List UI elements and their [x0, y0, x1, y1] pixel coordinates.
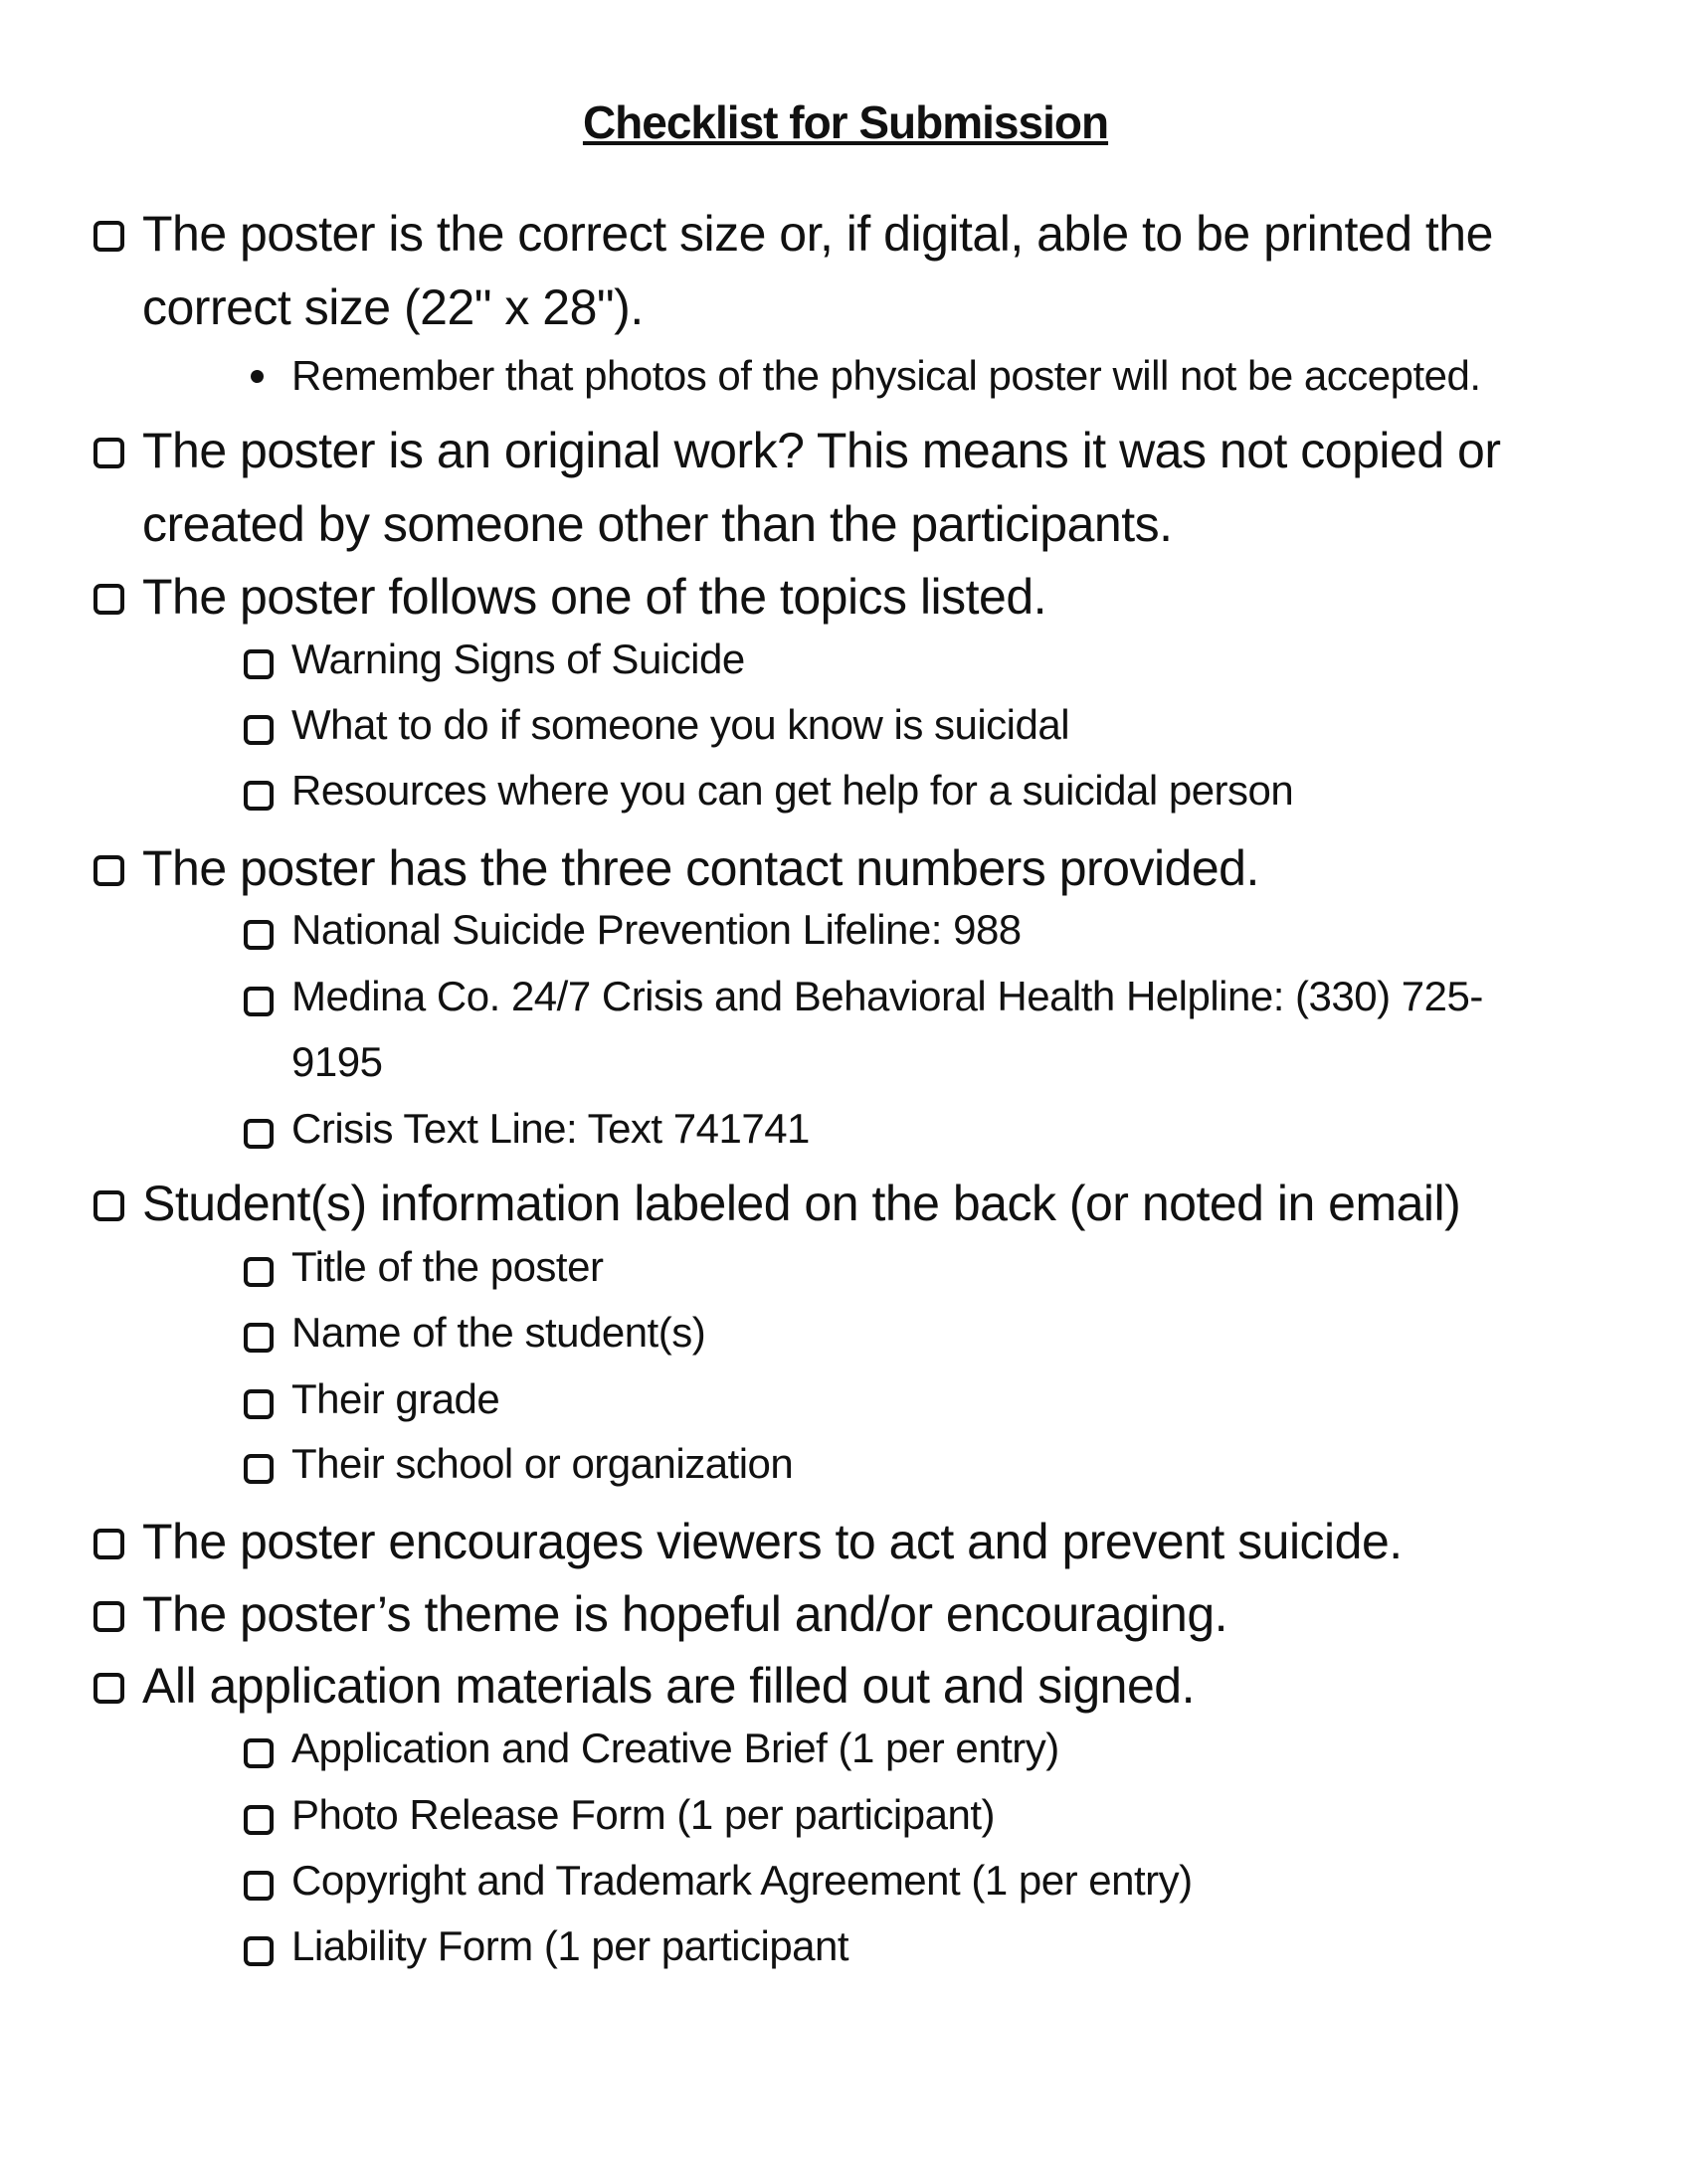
checkbox-application-materials[interactable] — [94, 1673, 124, 1704]
note-photos-not-accepted: Remember that photos of the physical poster will not be accepted. — [291, 352, 1481, 399]
checkbox-student-info[interactable] — [94, 1190, 124, 1221]
checkbox-creative-brief[interactable] — [244, 1738, 274, 1768]
checkbox-resources[interactable] — [244, 781, 274, 811]
checkbox-poster-size[interactable] — [94, 221, 124, 252]
item-original-work-line2: created by someone other than the participants. — [142, 496, 1173, 552]
sub-crisis-text: Crisis Text Line: Text 741741 — [291, 1105, 810, 1152]
item-contact-numbers: The poster has the three contact numbers provided. — [142, 840, 1259, 896]
checkbox-medina-helpline[interactable] — [244, 987, 274, 1016]
checkbox-school[interactable] — [244, 1454, 274, 1484]
item-poster-size-line2: correct size (22" x 28"). — [142, 279, 644, 335]
checkbox-warning-signs[interactable] — [244, 649, 274, 679]
item-encourages-action: The poster encourages viewers to act and prevent suicide. — [142, 1514, 1403, 1569]
sub-grade: Their grade — [291, 1375, 500, 1422]
checkbox-title-of-poster[interactable] — [244, 1257, 274, 1287]
item-application-materials: All application materials are filled out and signed. — [142, 1658, 1195, 1714]
item-poster-size-line1: The poster is the correct size or, if digital, able to be printed the — [142, 206, 1493, 262]
sub-lifeline: National Suicide Prevention Lifeline: 988 — [291, 906, 1022, 953]
sub-title-of-poster: Title of the poster — [291, 1243, 604, 1290]
sub-medina-helpline-line2: 9195 — [291, 1038, 383, 1085]
item-original-work-line1: The poster is an original work? This means it was not copied or — [142, 423, 1501, 478]
checkbox-original-work[interactable] — [94, 438, 124, 468]
sub-creative-brief: Application and Creative Brief (1 per entry) — [291, 1725, 1059, 1771]
checkbox-encourages-action[interactable] — [94, 1529, 124, 1559]
sub-liability: Liability Form (1 per participant — [291, 1922, 849, 1969]
sub-medina-helpline-line1: Medina Co. 24/7 Crisis and Behavioral Health Helpline: (330) 725- — [291, 973, 1483, 1019]
checkbox-copyright[interactable] — [244, 1871, 274, 1901]
checkbox-grade[interactable] — [244, 1389, 274, 1419]
checkbox-topics[interactable] — [94, 584, 124, 615]
checkbox-what-to-do[interactable] — [244, 715, 274, 745]
item-hopeful-theme: The poster’s theme is hopeful and/or encouraging. — [142, 1586, 1228, 1642]
checkbox-lifeline[interactable] — [244, 920, 274, 950]
bullet-icon — [251, 370, 264, 383]
sub-what-to-do: What to do if someone you know is suicidal — [291, 701, 1070, 748]
sub-school: Their school or organization — [291, 1440, 794, 1487]
checkbox-hopeful-theme[interactable] — [94, 1601, 124, 1632]
item-topics: The poster follows one of the topics listed. — [142, 569, 1047, 625]
item-student-info: Student(s) information labeled on the back (or noted in email) — [142, 1176, 1461, 1231]
sub-copyright: Copyright and Trademark Agreement (1 per entry) — [291, 1857, 1193, 1904]
sub-warning-signs: Warning Signs of Suicide — [291, 636, 745, 682]
checkbox-photo-release[interactable] — [244, 1805, 274, 1835]
sub-resources: Resources where you can get help for a suicidal person — [291, 767, 1294, 814]
page-title: Checklist for Submission — [582, 96, 1109, 148]
checkbox-contact-numbers[interactable] — [94, 855, 124, 886]
checkbox-liability[interactable] — [244, 1936, 274, 1966]
checkbox-crisis-text[interactable] — [244, 1119, 274, 1149]
sub-student-names: Name of the student(s) — [291, 1309, 706, 1356]
sub-photo-release: Photo Release Form (1 per participant) — [291, 1791, 995, 1838]
checkbox-student-names[interactable] — [244, 1323, 274, 1353]
